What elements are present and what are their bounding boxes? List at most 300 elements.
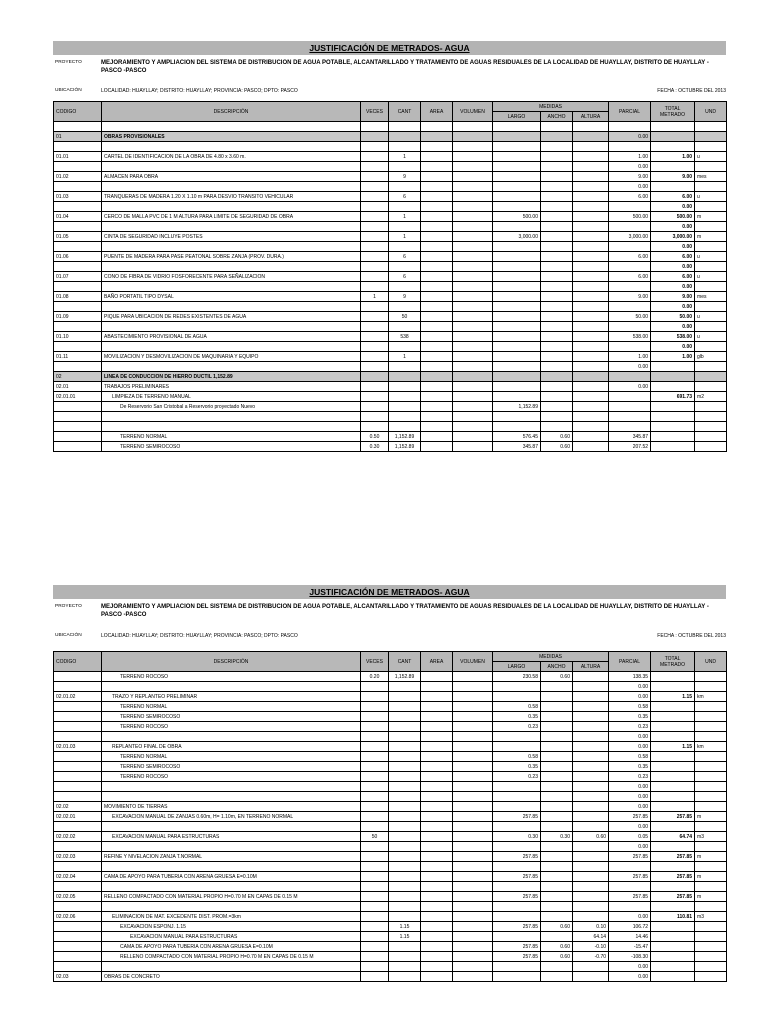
- cell-total: [651, 712, 695, 722]
- cell-parcial: [609, 862, 651, 872]
- cell-cant: [389, 362, 421, 372]
- cell-veces: [361, 172, 389, 182]
- cell-altura: [573, 822, 609, 832]
- cell-ancho: [541, 242, 573, 252]
- cell-descripcion: [102, 422, 361, 432]
- cell-codigo: [54, 682, 102, 692]
- cell-codigo: [54, 162, 102, 172]
- cell-altura: [573, 202, 609, 212]
- cell-und: m: [695, 212, 727, 222]
- cell-volumen: [453, 232, 493, 242]
- cell-ancho: 0.60: [541, 672, 573, 682]
- cell-codigo: [54, 402, 102, 412]
- cell-und: m: [695, 852, 727, 862]
- cell-ancho: [541, 232, 573, 242]
- cell-veces: 0.50: [361, 432, 389, 442]
- cell-parcial: -15.47: [609, 942, 651, 952]
- cell-und: [695, 712, 727, 722]
- cell-altura: [573, 752, 609, 762]
- table-row: [54, 922, 727, 932]
- cell-ancho: [541, 172, 573, 182]
- table-row: [54, 392, 727, 402]
- cell-total: [651, 882, 695, 892]
- table-row: [54, 672, 727, 682]
- cell-largo: [493, 782, 541, 792]
- cell-altura: [573, 312, 609, 322]
- cell-total: 64.74: [651, 832, 695, 842]
- cell-ancho: [541, 882, 573, 892]
- cell-und: [695, 922, 727, 932]
- cell-volumen: [453, 862, 493, 872]
- cell-total: [651, 972, 695, 982]
- cell-altura: [573, 142, 609, 152]
- cell-ancho: [541, 212, 573, 222]
- cell-cant: [389, 912, 421, 922]
- cell-und: u: [695, 252, 727, 262]
- cell-und: m: [695, 872, 727, 882]
- cell-cant: [389, 952, 421, 962]
- cell-altura: [573, 262, 609, 272]
- cell-veces: [361, 842, 389, 852]
- cell-area: [421, 382, 453, 392]
- cell-volumen: [453, 872, 493, 882]
- cell-area: [421, 802, 453, 812]
- cell-total: [651, 732, 695, 742]
- cell-altura: [573, 702, 609, 712]
- cell-descripcion: [102, 202, 361, 212]
- ubicacion-label: UBICACIÓN: [55, 88, 82, 93]
- cell-codigo: 01.02: [54, 172, 102, 182]
- cell-und: [695, 772, 727, 782]
- cell-volumen: [453, 182, 493, 192]
- cell-area: [421, 362, 453, 372]
- cell-total: 6.00: [651, 252, 695, 262]
- cell-volumen: [453, 422, 493, 432]
- cell-parcial: [609, 142, 651, 152]
- cell-parcial: 6.00: [609, 192, 651, 202]
- cell-veces: [361, 242, 389, 252]
- table-row: [54, 382, 727, 392]
- cell-altura: [573, 912, 609, 922]
- cell-veces: [361, 402, 389, 412]
- cell-volumen: [453, 152, 493, 162]
- cell-altura: [573, 682, 609, 692]
- cell-parcial: 9.00: [609, 172, 651, 182]
- cell-volumen: [453, 682, 493, 692]
- cell-total: [651, 922, 695, 932]
- cell-descripcion: CONO DE FIBRA DE VIDRIO FOSFORECENTE PARA SEÑALIZACION: [102, 272, 361, 282]
- cell-ancho: [541, 732, 573, 742]
- cell-area: [421, 962, 453, 972]
- cell-total: [651, 782, 695, 792]
- cell-largo: [493, 182, 541, 192]
- cell-ancho: 0.60: [541, 442, 573, 452]
- cell-volumen: [453, 122, 493, 132]
- cell-veces: [361, 972, 389, 982]
- cell-veces: [361, 342, 389, 352]
- table-row: [54, 692, 727, 702]
- cell-largo: [493, 962, 541, 972]
- cell-codigo: [54, 862, 102, 872]
- cell-codigo: [54, 282, 102, 292]
- cell-volumen: [453, 832, 493, 842]
- cell-codigo: 02.02.04: [54, 872, 102, 882]
- cell-volumen: [453, 322, 493, 332]
- cell-und: [695, 702, 727, 712]
- cell-codigo: [54, 722, 102, 732]
- cell-parcial: [609, 302, 651, 312]
- cell-ancho: [541, 402, 573, 412]
- cell-veces: [361, 872, 389, 882]
- cell-altura: [573, 802, 609, 812]
- cell-largo: 230.58: [493, 672, 541, 682]
- cell-codigo: [54, 142, 102, 152]
- cell-volumen: [453, 802, 493, 812]
- cell-parcial: 0.00: [609, 682, 651, 692]
- cell-volumen: [453, 272, 493, 282]
- cell-largo: 0.35: [493, 712, 541, 722]
- cell-cant: 1: [389, 232, 421, 242]
- cell-altura: [573, 282, 609, 292]
- cell-descripcion: [102, 162, 361, 172]
- cell-largo: 3,000.00: [493, 232, 541, 242]
- cell-cant: [389, 242, 421, 252]
- cell-volumen: [453, 732, 493, 742]
- cell-largo: 0.58: [493, 752, 541, 762]
- cell-codigo: 02.03: [54, 972, 102, 982]
- cell-descripcion: TERRENO SEMIROCOSO: [102, 712, 361, 722]
- cell-codigo: 02.01.01: [54, 392, 102, 402]
- cell-largo: [493, 372, 541, 382]
- cell-codigo: [54, 702, 102, 712]
- cell-total: 0.00: [651, 242, 695, 252]
- cell-parcial: 257.85: [609, 812, 651, 822]
- table-row: [54, 212, 727, 222]
- cell-parcial: [609, 402, 651, 412]
- cell-altura: [573, 232, 609, 242]
- cell-und: [695, 842, 727, 852]
- cell-largo: [493, 392, 541, 402]
- cell-total: 1.15: [651, 742, 695, 752]
- cell-volumen: [453, 792, 493, 802]
- cell-und: [695, 752, 727, 762]
- cell-volumen: [453, 902, 493, 912]
- cell-total: 110.81: [651, 912, 695, 922]
- cell-und: [695, 382, 727, 392]
- cell-codigo: [54, 412, 102, 422]
- cell-ancho: [541, 412, 573, 422]
- cell-ancho: [541, 322, 573, 332]
- cell-cant: [389, 202, 421, 212]
- cell-ancho: [541, 932, 573, 942]
- cell-cant: [389, 302, 421, 312]
- cell-veces: 0.30: [361, 442, 389, 452]
- cell-area: [421, 232, 453, 242]
- cell-veces: [361, 952, 389, 962]
- cell-volumen: [453, 672, 493, 682]
- cell-ancho: [541, 342, 573, 352]
- table-row: [54, 772, 727, 782]
- cell-codigo: 01.10: [54, 332, 102, 342]
- cell-total: [651, 142, 695, 152]
- cell-area: [421, 432, 453, 442]
- table-row: [54, 222, 727, 232]
- cell-descripcion: TERRENO ROCOSO: [102, 672, 361, 682]
- table-row: [54, 722, 727, 732]
- cell-parcial: 0.00: [609, 132, 651, 142]
- cell-volumen: [453, 932, 493, 942]
- table-row: [54, 962, 727, 972]
- cell-volumen: [453, 722, 493, 732]
- table-row: [54, 432, 727, 442]
- cell-veces: [361, 812, 389, 822]
- table-row: [54, 282, 727, 292]
- cell-parcial: 0.35: [609, 762, 651, 772]
- cell-und: [695, 972, 727, 982]
- cell-area: [421, 242, 453, 252]
- cell-descripcion: BAÑO PORTATIL TIPO DYSAL: [102, 292, 361, 302]
- cell-ancho: [541, 772, 573, 782]
- cell-total: [651, 162, 695, 172]
- cell-cant: [389, 742, 421, 752]
- cell-parcial: [609, 262, 651, 272]
- cell-total: [651, 762, 695, 772]
- cell-largo: 500.00: [493, 212, 541, 222]
- cell-descripcion: TERRENO NORMAL: [102, 702, 361, 712]
- cell-ancho: [541, 392, 573, 402]
- cell-cant: [389, 682, 421, 692]
- cell-descripcion: CARTEL DE IDENTIFICACION DE LA OBRA DE 4.80 x 3.60 m.: [102, 152, 361, 162]
- cell-parcial: 0.23: [609, 772, 651, 782]
- cell-largo: [493, 692, 541, 702]
- cell-und: m: [695, 892, 727, 902]
- project-meta: [53, 599, 726, 651]
- cell-cant: [389, 812, 421, 822]
- cell-parcial: [609, 392, 651, 402]
- cell-cant: [389, 802, 421, 812]
- cell-codigo: [54, 122, 102, 132]
- cell-total: [651, 122, 695, 132]
- sheet-title: JUSTIFICACIÓN DE METRADOS- AGUA: [53, 41, 726, 55]
- cell-codigo: [54, 202, 102, 212]
- cell-total: 0.00: [651, 302, 695, 312]
- cell-cant: [389, 772, 421, 782]
- cell-area: [421, 722, 453, 732]
- cell-und: [695, 902, 727, 912]
- cell-parcial: [609, 412, 651, 422]
- cell-altura: [573, 322, 609, 332]
- cell-largo: 0.23: [493, 772, 541, 782]
- cell-ancho: [541, 852, 573, 862]
- fecha-text: FECHA : OCTUBRE DEL 2013: [657, 88, 726, 94]
- cell-cant: [389, 132, 421, 142]
- cell-largo: [493, 302, 541, 312]
- cell-cant: 9: [389, 292, 421, 302]
- cell-parcial: 0.00: [609, 912, 651, 922]
- cell-und: [695, 822, 727, 832]
- cell-und: m: [695, 232, 727, 242]
- cell-und: [695, 802, 727, 812]
- cell-und: [695, 342, 727, 352]
- col-ancho: ANCHO: [541, 662, 573, 672]
- cell-altura: [573, 712, 609, 722]
- cell-largo: [493, 152, 541, 162]
- cell-parcial: 0.35: [609, 712, 651, 722]
- cell-und: u: [695, 312, 727, 322]
- cell-volumen: [453, 202, 493, 212]
- cell-veces: [361, 132, 389, 142]
- cell-veces: [361, 852, 389, 862]
- cell-descripcion: [102, 902, 361, 912]
- cell-cant: [389, 382, 421, 392]
- cell-volumen: [453, 162, 493, 172]
- cell-area: [421, 312, 453, 322]
- table-row: [54, 362, 727, 372]
- cell-ancho: 0.60: [541, 922, 573, 932]
- cell-altura: [573, 842, 609, 852]
- cell-largo: [493, 262, 541, 272]
- table-row: [54, 322, 727, 332]
- cell-total: [651, 372, 695, 382]
- table-row: [54, 132, 727, 142]
- table-row: [54, 312, 727, 322]
- cell-area: [421, 442, 453, 452]
- cell-descripcion: RELLENO COMPACTADO CON MATERIAL PROPIO H=0.70 M EN CAPAS DE 0.15 M: [102, 952, 361, 962]
- cell-total: 0.00: [651, 322, 695, 332]
- cell-codigo: [54, 782, 102, 792]
- cell-volumen: [453, 222, 493, 232]
- cell-cant: [389, 822, 421, 832]
- cell-descripcion: [102, 782, 361, 792]
- table-row: [54, 872, 727, 882]
- cell-cant: [389, 702, 421, 712]
- cell-parcial: 0.00: [609, 972, 651, 982]
- cell-codigo: 01.01: [54, 152, 102, 162]
- cell-area: [421, 772, 453, 782]
- cell-total: 1.00: [651, 152, 695, 162]
- cell-veces: [361, 682, 389, 692]
- cell-altura: [573, 862, 609, 872]
- cell-descripcion: [102, 262, 361, 272]
- cell-altura: [573, 372, 609, 382]
- cell-descripcion: [102, 242, 361, 252]
- cell-largo: [493, 882, 541, 892]
- cell-codigo: [54, 922, 102, 932]
- cell-volumen: [453, 292, 493, 302]
- cell-veces: [361, 792, 389, 802]
- cell-cant: [389, 222, 421, 232]
- table-row: [54, 912, 727, 922]
- cell-ancho: [541, 812, 573, 822]
- cell-largo: 257.85: [493, 892, 541, 902]
- cell-descripcion: [102, 882, 361, 892]
- cell-ancho: [541, 332, 573, 342]
- cell-descripcion: De Reservorio San Cristobal a Reservorio proyectado Nuevo: [102, 402, 361, 412]
- cell-area: [421, 922, 453, 932]
- cell-parcial: 0.00: [609, 742, 651, 752]
- cell-cant: 1: [389, 212, 421, 222]
- cell-und: [695, 442, 727, 452]
- cell-volumen: [453, 142, 493, 152]
- cell-cant: 1.15: [389, 922, 421, 932]
- table-row: [54, 842, 727, 852]
- cell-ancho: [541, 912, 573, 922]
- cell-largo: [493, 742, 541, 752]
- cell-altura: [573, 812, 609, 822]
- cell-total: [651, 422, 695, 432]
- cell-cant: [389, 862, 421, 872]
- cell-descripcion: [102, 182, 361, 192]
- cell-veces: [361, 192, 389, 202]
- cell-descripcion: [102, 682, 361, 692]
- cell-codigo: 02.02.05: [54, 892, 102, 902]
- cell-cant: 1.15: [389, 932, 421, 942]
- cell-parcial: 6.00: [609, 252, 651, 262]
- cell-codigo: [54, 772, 102, 782]
- cell-ancho: [541, 782, 573, 792]
- cell-veces: [361, 692, 389, 702]
- cell-largo: [493, 792, 541, 802]
- table-row: [54, 732, 727, 742]
- cell-largo: 1,152.89: [493, 402, 541, 412]
- cell-total: [651, 682, 695, 692]
- cell-total: 0.00: [651, 282, 695, 292]
- cell-ancho: [541, 152, 573, 162]
- project-meta: [53, 55, 726, 101]
- cell-area: [421, 322, 453, 332]
- cell-veces: 1: [361, 292, 389, 302]
- cell-codigo: [54, 732, 102, 742]
- cell-codigo: [54, 182, 102, 192]
- cell-parcial: [609, 122, 651, 132]
- cell-codigo: [54, 362, 102, 372]
- cell-descripcion: [102, 302, 361, 312]
- cell-descripcion: MOVILIZACION Y DESMOVILIZACION DE MAQUINARIA Y EQUIPO: [102, 352, 361, 362]
- cell-ancho: [541, 902, 573, 912]
- cell-parcial: 3,000.00: [609, 232, 651, 242]
- cell-largo: [493, 242, 541, 252]
- cell-area: [421, 862, 453, 872]
- cell-codigo: 02.02: [54, 802, 102, 812]
- cell-volumen: [453, 242, 493, 252]
- cell-ancho: [541, 142, 573, 152]
- cell-area: [421, 902, 453, 912]
- table-row: [54, 402, 727, 412]
- cell-codigo: 01.03: [54, 192, 102, 202]
- cell-area: [421, 762, 453, 772]
- table-row: [54, 942, 727, 952]
- cell-cant: [389, 142, 421, 152]
- cell-area: [421, 222, 453, 232]
- cell-und: [695, 322, 727, 332]
- table-row: [54, 952, 727, 962]
- cell-cant: [389, 412, 421, 422]
- cell-volumen: [453, 192, 493, 202]
- cell-largo: [493, 272, 541, 282]
- cell-area: [421, 892, 453, 902]
- cell-altura: [573, 732, 609, 742]
- cell-veces: [361, 222, 389, 232]
- cell-volumen: [453, 392, 493, 402]
- cell-volumen: [453, 282, 493, 292]
- cell-ancho: [541, 282, 573, 292]
- cell-cant: [389, 752, 421, 762]
- cell-area: [421, 692, 453, 702]
- cell-veces: 0.20: [361, 672, 389, 682]
- cell-altura: [573, 182, 609, 192]
- cell-descripcion: [102, 362, 361, 372]
- cell-cant: [389, 282, 421, 292]
